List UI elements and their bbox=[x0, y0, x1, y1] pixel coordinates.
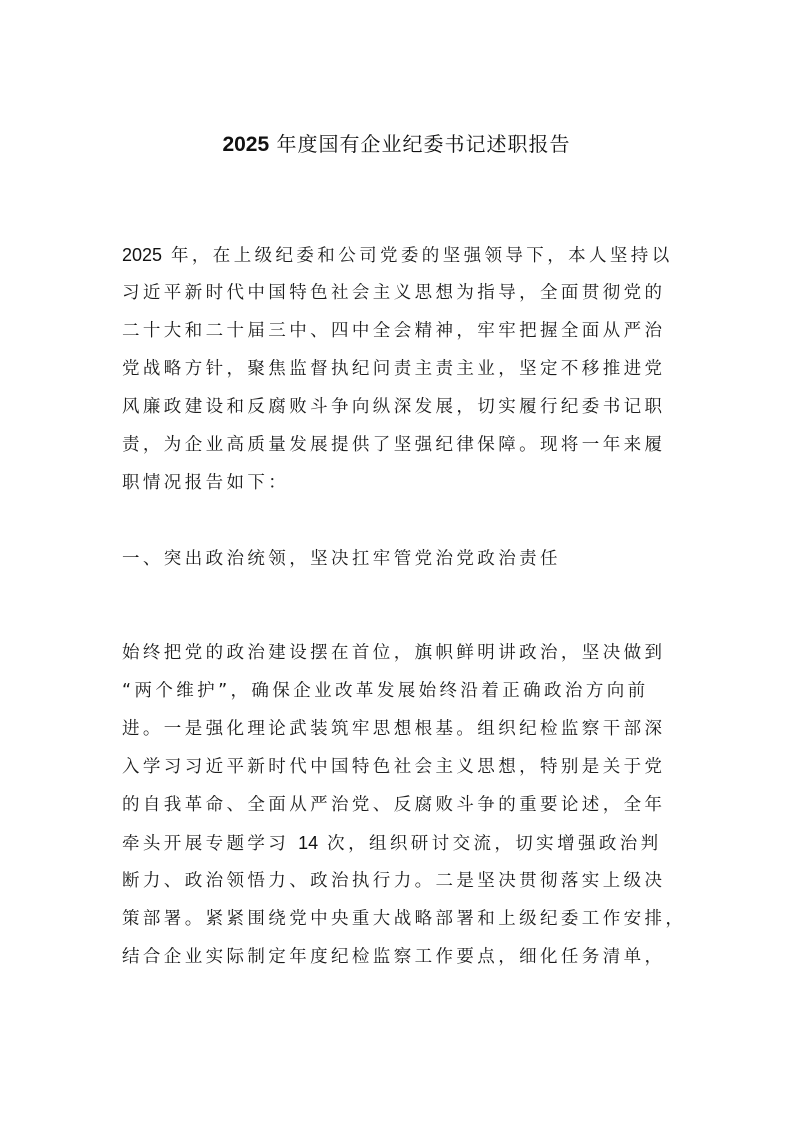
line-text: 牵头开展专题学习 bbox=[122, 834, 299, 854]
year-number: 2025 bbox=[122, 245, 163, 265]
section-heading-text: 一、突出政治统领，坚决扛牢管党治党政治责任 bbox=[122, 549, 561, 569]
document-title bbox=[0, 128, 793, 161]
line-text: 次，组织研讨交流，切实增强政治判 bbox=[318, 834, 662, 854]
paragraph-line bbox=[122, 824, 682, 862]
paragraph-line: 职情况报告如下： bbox=[122, 473, 290, 493]
intro-paragraph bbox=[122, 236, 682, 502]
line-text: 年，在上级纪委和公司党委的坚强领导下，本人坚持以 bbox=[162, 246, 673, 266]
paragraph-line: 的自我革命、全面从严治党、反腐败斗争的重要论述，全年 bbox=[122, 795, 666, 815]
paragraph-line: 风廉政建设和反腐败斗争向纵深发展，切实履行纪委书记职 bbox=[122, 397, 666, 417]
title-text: 年度国有企业纪委书记述职报告 bbox=[269, 132, 571, 156]
paragraph-line: 结合企业实际制定年度纪检监察工作要点，细化任务清单， bbox=[122, 947, 666, 967]
paragraph-line: 习近平新时代中国特色社会主义思想为指导，全面贯彻党的 bbox=[122, 283, 666, 303]
paragraph-line: 进。一是强化理论武装筑牢思想根基。组织纪检监察干部深 bbox=[122, 719, 666, 739]
paragraph-line: 始终把党的政治建设摆在首位，旗帜鲜明讲政治，坚决做到 bbox=[122, 643, 666, 663]
title-year: 2025 bbox=[222, 133, 270, 156]
paragraph-line: 党战略方针，聚焦监督执纪问责主责主业，坚定不移推进党 bbox=[122, 359, 666, 379]
paragraph-line: 断力、政治领悟力、政治执行力。二是坚决贯彻落实上级决 bbox=[122, 871, 666, 891]
paragraph-line: 入学习习近平新时代中国特色社会主义思想，特别是关于党 bbox=[122, 757, 666, 777]
paragraph-line: 二十大和二十届三中、四中全会精神，牢牢把握全面从严治 bbox=[122, 321, 666, 341]
paragraph-line: 策部署。紧紧围绕党中央重大战略部署和上级纪委工作安排， bbox=[122, 909, 687, 929]
paragraph-line: 责，为企业高质量发展提供了坚强纪律保障。现将一年来履 bbox=[122, 435, 666, 455]
paragraph-line bbox=[122, 236, 682, 274]
study-count: 14 bbox=[298, 833, 319, 853]
paragraph-line: “两个维护”，确保企业改革发展始终沿着正确政治方向前 bbox=[122, 681, 649, 701]
section-heading bbox=[122, 540, 682, 578]
section-paragraph bbox=[122, 634, 687, 976]
